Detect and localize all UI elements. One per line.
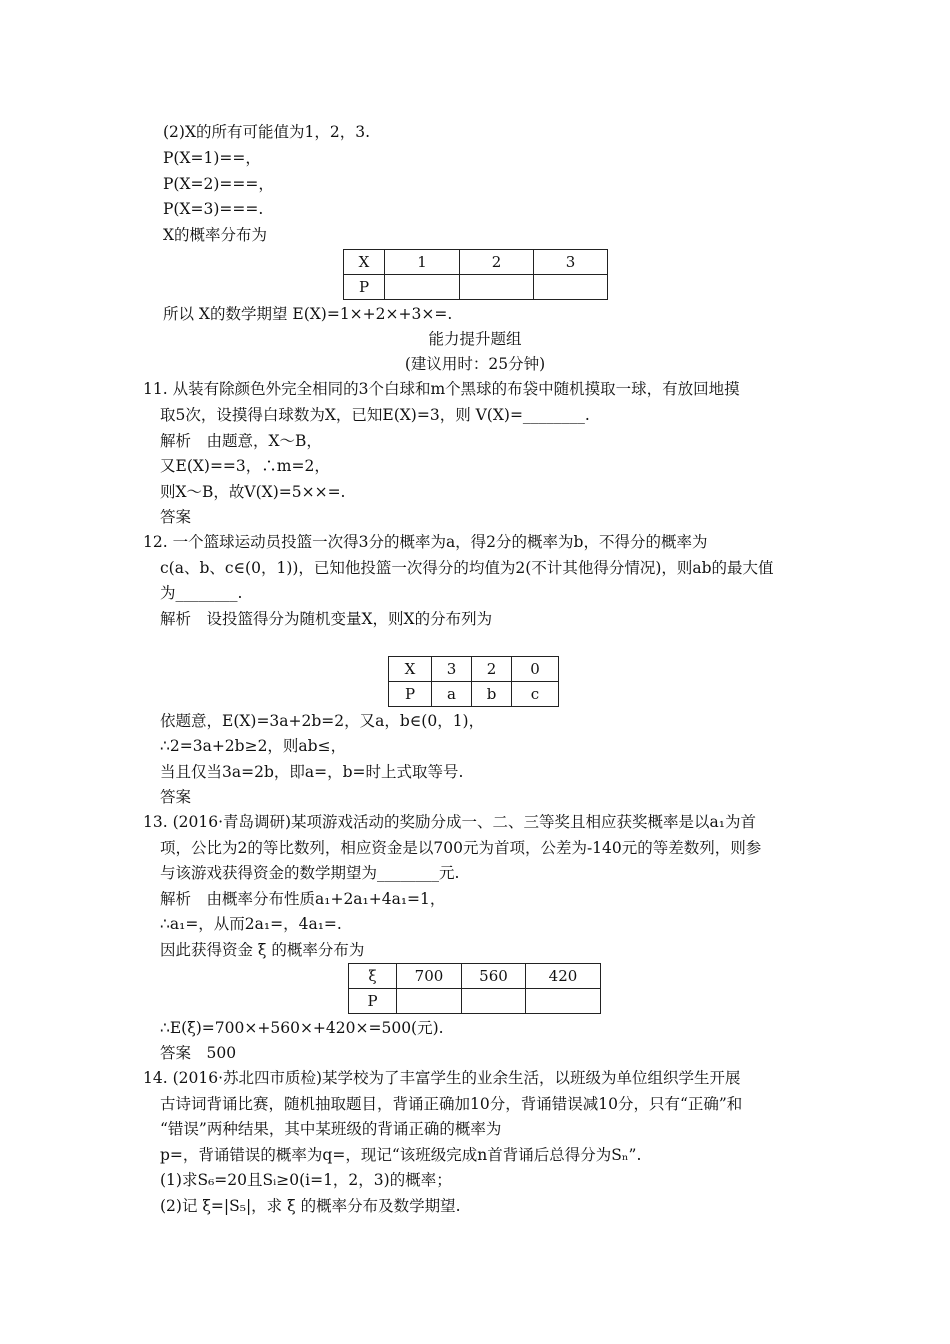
question-14-part: (2)记 ξ=|S₅|，求 ξ 的概率分布及数学期望.: [160, 1197, 461, 1215]
question-14-line: 古诗词背诵比赛，随机抽取题目，背诵正确加10分，背诵错误减10分，只有“正确”和: [160, 1095, 743, 1113]
table-cell: [534, 275, 608, 300]
table-cell: [526, 989, 601, 1014]
section-title: 能力提升题组: [428, 330, 522, 348]
solution-line: 解析 由概率分布性质a₁+2a₁+4a₁=1，: [160, 890, 446, 908]
question-14-line: “错误”两种结果，其中某班级的背诵正确的概率为: [160, 1120, 502, 1138]
probability-table: [343, 249, 608, 300]
question-12-line: 12. 一个篮球运动员投篮一次得3分的概率为a，得2分的概率为b，不得分的概率为: [143, 533, 708, 551]
solution-line: 又E(X)==3，∴m=2，: [160, 457, 330, 475]
solution-line: 当且仅当3a=2b，即a=，b=时上式取等号.: [160, 763, 464, 781]
table-cell: 2: [472, 657, 512, 682]
table-row: [349, 964, 601, 989]
distribution-table: [348, 963, 601, 1014]
table-cell: 2: [460, 250, 534, 275]
text-line: X的概率分布为: [163, 226, 268, 244]
solution-line: 因此获得资金 ξ 的概率分布为: [160, 941, 365, 959]
text-line: P(X=1)==，: [163, 149, 261, 167]
question-14-line: p=，背诵错误的概率为q=，现记“该班级完成n首背诵后总得分为Sₙ”.: [160, 1146, 642, 1164]
table-cell: 3: [534, 250, 608, 275]
table-cell: X: [389, 657, 432, 682]
table-cell: P: [389, 682, 432, 707]
solution-line: ∴E(ξ)=700×+560×+420×=500(元).: [160, 1019, 444, 1037]
solution-line: 解析 设投篮得分为随机变量X，则X的分布列为: [160, 610, 493, 628]
table-cell: 700: [397, 964, 462, 989]
answer-line: 答案: [160, 508, 192, 526]
table-cell: a: [432, 682, 472, 707]
table-cell: [385, 275, 460, 300]
table-cell: [460, 275, 534, 300]
table-cell: 0: [512, 657, 559, 682]
table-row: [389, 657, 559, 682]
table-cell: 420: [526, 964, 601, 989]
table-cell: [397, 989, 462, 1014]
table-row: [349, 989, 601, 1014]
question-12-line: 为________.: [160, 584, 243, 602]
table-cell: 3: [432, 657, 472, 682]
table-row: [344, 250, 608, 275]
section-subtitle: (建议用时：25分钟): [404, 355, 546, 373]
answer-line: 答案: [160, 788, 192, 806]
table-cell: 1: [385, 250, 460, 275]
question-14-line: 14. (2016·苏北四市质检)某学校为了丰富学生的业余生活，以班级为单位组织学生开展: [143, 1069, 741, 1087]
question-13-line: 13. (2016·青岛调研)某项游戏活动的奖励分成一、二、三等奖且相应获奖概率是以a₁为首: [143, 813, 757, 831]
question-12-line: c(a、b、c∈(0，1))，已知他投篮一次得分的均值为2(不计其他得分情况)，则ab的最大值: [160, 559, 774, 577]
table-cell: b: [472, 682, 512, 707]
distribution-table: [388, 656, 559, 707]
table-cell: [462, 989, 526, 1014]
table-cell: X: [344, 250, 385, 275]
solution-line: 则X～B，故V(X)=5××=.: [160, 483, 346, 501]
table-cell: P: [344, 275, 385, 300]
answer-line: 答案 500: [160, 1044, 237, 1062]
question-14-part: (1)求S₆=20且Sᵢ≥0(i=1，2，3)的概率；: [160, 1171, 452, 1189]
table-cell: c: [512, 682, 559, 707]
solution-line: 解析 由题意，X～B，: [160, 432, 322, 450]
text-line: (2)X的所有可能值为1，2，3.: [163, 123, 371, 141]
table-row: [344, 275, 608, 300]
text-line: P(X=2)===，: [163, 175, 274, 193]
text-line: 所以 X的数学期望 E(X)=1×+2×+3×=.: [163, 305, 453, 323]
table-row: [389, 682, 559, 707]
solution-line: ∴a₁=，从而2a₁=，4a₁=.: [160, 915, 342, 933]
text-line: P(X=3)===.: [163, 200, 264, 218]
solution-line: ∴2=3a+2b≥2，则ab≤，: [160, 737, 347, 755]
question-13-line: 项，公比为2的等比数列，相应资金是以700元为首项，公差为-140元的等差数列，则参: [160, 839, 762, 857]
question-11-line: 11. 从装有除颜色外完全相同的3个白球和m个黑球的布袋中随机摸取一球，有放回地摸: [143, 380, 740, 398]
table-cell: 560: [462, 964, 526, 989]
question-13-line: 与该游戏获得资金的数学期望为________元.: [160, 864, 460, 882]
question-11-line: 取5次，设摸得白球数为X，已知E(X)=3，则 V(X)=________.: [160, 406, 590, 424]
table-cell: P: [349, 989, 397, 1014]
table-cell: ξ: [349, 964, 397, 989]
solution-line: 依题意，E(X)=3a+2b=2，又a，b∈(0，1)，: [160, 712, 485, 730]
